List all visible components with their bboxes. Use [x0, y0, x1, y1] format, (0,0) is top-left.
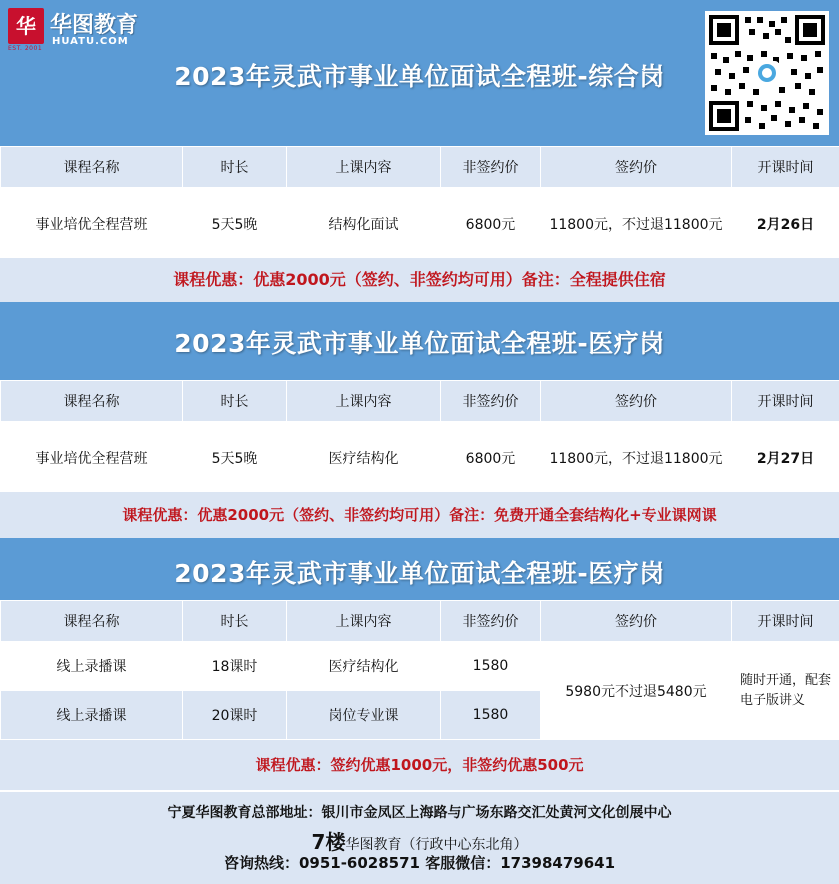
footer-floor-note: 华图教育（行政中心东北角）	[345, 837, 528, 853]
header-content: 上课内容	[287, 381, 441, 422]
cell-start-date: 2月27日	[732, 422, 839, 494]
header-price-unsigned: 非签约价	[441, 147, 541, 188]
header-price-unsigned: 非签约价	[441, 601, 541, 642]
section3-discount: 课程优惠：签约优惠1000元，非签约优惠500元	[0, 740, 839, 790]
header-start-date: 开课时间	[732, 601, 839, 642]
cell-duration: 20课时	[183, 691, 287, 740]
header-duration: 时长	[183, 381, 287, 422]
logo-mark-icon: 华	[8, 8, 44, 44]
header-duration: 时长	[183, 601, 287, 642]
table-header-row	[1, 147, 839, 188]
cell-price-unsigned: 6800元	[441, 422, 541, 494]
cell-duration: 18课时	[183, 642, 287, 691]
cell-price-signed: 11800元，不过退11800元	[541, 422, 732, 494]
cell-content: 医疗结构化	[287, 642, 441, 691]
cell-price-signed: 5980元不过退5480元	[541, 642, 732, 740]
table-row	[1, 642, 839, 691]
table-header-row	[1, 601, 839, 642]
section3-title: 2023年灵武市事业单位面试全程班-医疗岗	[174, 559, 665, 588]
header-price-signed: 签约价	[541, 381, 732, 422]
qr-code-graphic	[705, 11, 829, 135]
cell-course-name: 线上录播课	[1, 691, 183, 740]
header-start-date: 开课时间	[732, 147, 839, 188]
qr-code-icon[interactable]	[705, 11, 829, 135]
logo-est: EST. 2001	[8, 45, 43, 52]
section3-table	[0, 600, 839, 740]
table-header-row	[1, 381, 839, 422]
header-content: 上课内容	[287, 601, 441, 642]
header-start-date: 开课时间	[732, 381, 839, 422]
cell-price-unsigned: 6800元	[441, 188, 541, 260]
cell-content: 医疗结构化	[287, 422, 441, 494]
cell-price-unsigned: 1580	[441, 642, 541, 691]
table-row	[1, 422, 839, 494]
footer-floor: 7楼	[311, 830, 346, 854]
header-price-signed: 签约价	[541, 601, 732, 642]
footer-contact: 咨询热线：0951-6028571 客服微信：17398479641	[223, 854, 616, 872]
section1-discount: 课程优惠：优惠2000元（签约、非签约均可用）备注：全程提供住宿	[0, 258, 839, 302]
cell-price-unsigned: 1580	[441, 691, 541, 740]
cell-content: 结构化面试	[287, 188, 441, 260]
cell-course-name: 事业培优全程营班	[1, 422, 183, 494]
cell-start-date: 随时开通，配套电子版讲义	[732, 642, 839, 740]
footer-floor-line	[0, 826, 839, 855]
footer	[0, 792, 839, 884]
section1-table	[0, 146, 839, 260]
cell-course-name: 事业培优全程营班	[1, 188, 183, 260]
section1-banner	[0, 0, 839, 146]
cell-price-signed: 11800元，不过退11800元	[541, 188, 732, 260]
section1-title: 2023年灵武市事业单位面试全程班-综合岗	[174, 62, 665, 91]
section2-discount: 课程优惠：优惠2000元（签约、非签约均可用）备注：免费开通全套结构化+专业课网课	[0, 492, 839, 538]
table-row	[1, 188, 839, 260]
footer-address: 宁夏华图教育总部地址：银川市金凤区上海路与广场东路交汇处黄河文化创展中心	[167, 805, 672, 821]
header-content: 上课内容	[287, 147, 441, 188]
logo-domain: HUATU.COM	[52, 36, 129, 47]
section3-banner	[0, 538, 839, 600]
section2-title: 2023年灵武市事业单位面试全程班-医疗岗	[174, 329, 665, 358]
header-price-signed: 签约价	[541, 147, 732, 188]
logo-brand-name: 华图教育	[50, 13, 139, 38]
header-course-name: 课程名称	[1, 601, 183, 642]
section2-banner	[0, 302, 839, 380]
cell-course-name: 线上录播课	[1, 642, 183, 691]
cell-start-date: 2月26日	[732, 188, 839, 260]
header-duration: 时长	[183, 147, 287, 188]
section2-table	[0, 380, 839, 494]
header-price-unsigned: 非签约价	[441, 381, 541, 422]
cell-duration: 5天5晚	[183, 422, 287, 494]
cell-content: 岗位专业课	[287, 691, 441, 740]
cell-duration: 5天5晚	[183, 188, 287, 260]
header-course-name: 课程名称	[1, 147, 183, 188]
header-course-name: 课程名称	[1, 381, 183, 422]
